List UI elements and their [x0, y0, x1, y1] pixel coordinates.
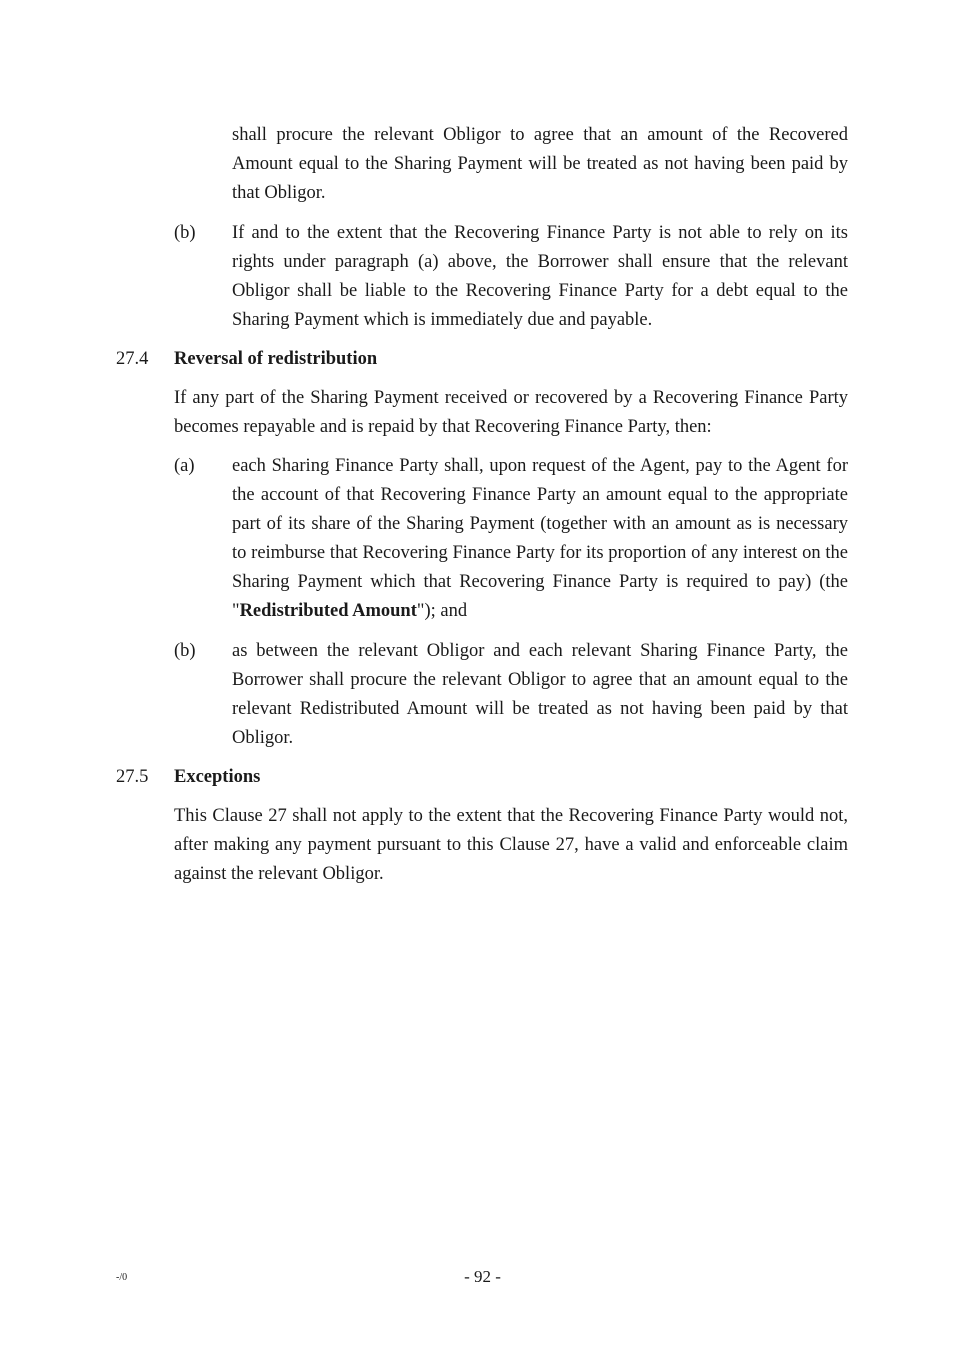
paragraph-b-text: If and to the extent that the Recovering Finance Party is not able to rely on its rights under paragraph (a) above, the Borrower shall ensure that the relevant Obligor shall be liable to the Recovering Finance Party for a debt equal to the Sharing Payment which is immediately due and payable. — [232, 223, 848, 330]
section-27-4-title: Reversal of redistribution — [174, 349, 378, 369]
footer-reference: -/0 — [116, 1272, 128, 1283]
continuation-paragraph: shall procure the relevant Obligor to agree that an amount of the Recovered Amount equal to the Sharing Payment will be treated as not having been paid by that Obligor. — [232, 125, 848, 203]
section-27-5-text: This Clause 27 shall not apply to the extent that the Recovering Finance Party would not, after making any payment pursuant to this Clause 27, have a valid and enforceable claim against the relevant Obligor. — [174, 806, 848, 884]
item-a-text-after: "); and — [416, 601, 468, 621]
section-27-4-number: 27.4 — [116, 349, 149, 369]
section-27-5-number: 27.5 — [116, 767, 149, 787]
defined-term-redistributed-amount: Redistributed Amount — [239, 601, 417, 621]
item-a-label: (a) — [174, 456, 195, 476]
paragraph-b-label: (b) — [174, 223, 196, 243]
item-b-label: (b) — [174, 641, 196, 661]
item-b-text: as between the relevant Obligor and each relevant Sharing Finance Party, the Borrower shall procure the relevant Obligor to agree that an amount equal to the relevant Redistributed Amount will be treated as not having been paid by that Obligor. — [232, 641, 848, 748]
section-27-4-intro: If any part of the Sharing Payment received or recovered by a Recovering Finance Party becomes repayable and is repaid by that Recovering Finance Party, then: — [174, 388, 848, 437]
item-a-text-before: each Sharing Finance Party shall, upon request of the Agent, pay to the Agent for the account of that Recovering Finance Party an amount equal to the appropriate part of its share of the Sharing Payment (together with an amount as is necessary to reimburse that Recovering Finance Party for its proportion of any interest on the Sharing Payment which that Recovering Finance Party is required to pay) (the " — [232, 456, 848, 621]
page-number: - 92 - — [464, 1267, 501, 1286]
section-27-5-title: Exceptions — [174, 767, 261, 787]
item-a-text — [232, 452, 848, 626]
